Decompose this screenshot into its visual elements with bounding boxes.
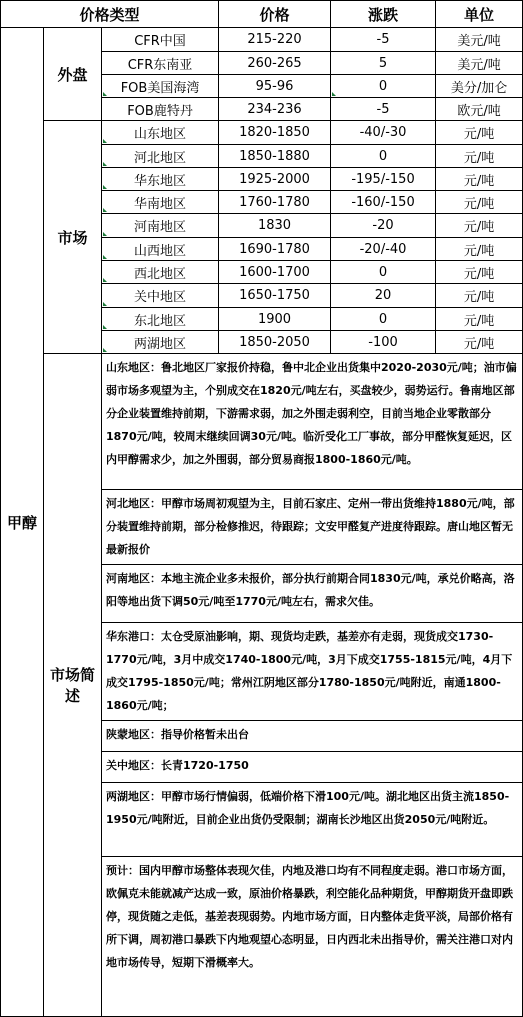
row-price: 1760-1780 [219, 191, 331, 214]
row-price: 1850-2050 [219, 331, 331, 354]
row-change: -100 [331, 331, 436, 354]
row-change: -160/-150 [331, 191, 436, 214]
commentary-guanzhong: 关中地区：长青1720-1750 [102, 752, 523, 783]
row-price: 1830 [219, 214, 331, 238]
row-change: 0 [331, 145, 436, 168]
row-unit: 美元/吨 [436, 52, 523, 75]
row-unit: 元/吨 [436, 308, 523, 331]
commentary-hebei: 河北地区：甲醇市场周初观望为主，目前石家庄、定州一带出货维持1880元/吨，部分装置维持前期，部分检修推迟，待跟踪；文安甲醛复产进度待跟踪。唐山地区暂无最新报价 [102, 490, 523, 565]
header-unit: 单位 [436, 1, 523, 28]
row-change: 20 [331, 284, 436, 308]
row-name: 华东地区 [102, 168, 219, 191]
row-price: 1690-1780 [219, 238, 331, 261]
category-methanol: 甲醇 [1, 28, 44, 1017]
row-name: CFR中国 [102, 28, 219, 52]
row-unit: 元/吨 [436, 331, 523, 354]
row-name: 河北地区 [102, 145, 219, 168]
commentary-shaanxi-mongolia: 陕蒙地区：指导价格暂未出台 [102, 721, 523, 752]
row-unit: 元/吨 [436, 284, 523, 308]
row-unit: 美元/吨 [436, 28, 523, 52]
row-price: 1820-1850 [219, 121, 331, 145]
row-change: -40/-30 [331, 121, 436, 145]
row-change: -5 [331, 28, 436, 52]
row-change: -20 [331, 214, 436, 238]
row-name: 西北地区 [102, 261, 219, 284]
group-market-label: 市场 [44, 121, 102, 354]
row-name: 东北地区 [102, 308, 219, 331]
row-name: 河南地区 [102, 214, 219, 238]
commentary-row [1, 354, 523, 490]
row-price: 1850-1880 [219, 145, 331, 168]
row-unit: 美分/加仑 [436, 75, 523, 98]
row-change: 0 [331, 261, 436, 284]
row-price: 234-236 [219, 98, 331, 121]
row-change: 0 [331, 75, 436, 98]
row-name: 关中地区 [102, 284, 219, 308]
row-name: 山东地区 [102, 121, 219, 145]
row-name: 两湖地区 [102, 331, 219, 354]
row-unit: 欧元/吨 [436, 98, 523, 121]
table-row [1, 121, 523, 145]
row-change: 0 [331, 308, 436, 331]
commentary-shandong: 山东地区：鲁北地区厂家报价持稳，鲁中北企业出货集中2020-2030元/吨；油市偏弱市场多观望为主，个别成交在1820元/吨左右，买盘较少，弱势运行。鲁南地区部分企业装置维持前期，下游需求弱，加之外围走弱利空，目前当地企业零散部分1870元/吨，较周末继续回调30元/吨。临沂受化工厂事故，部分甲醛恢复延迟，区内甲醇需求少，加之外围弱，部分贸易商报1800-1860元/吨。 [102, 354, 523, 490]
row-unit: 元/吨 [436, 214, 523, 238]
row-name: FOB鹿特丹 [102, 98, 219, 121]
header-price: 价格 [219, 1, 331, 28]
row-unit: 元/吨 [436, 145, 523, 168]
group-outer-label: 外盘 [44, 28, 102, 121]
row-unit: 元/吨 [436, 261, 523, 284]
row-name: FOB美国海湾 [102, 75, 219, 98]
commentary-east-china-port: 华东港口：太仓受原油影响，期、现货均走跌，基差亦有走弱，现货成交1730-1770元/吨，3月中成交1740-1800元/吨，3月下成交1755-1815元/吨，4月下成交1795-1850元/吨；常州江阴地区部分1780-1850元/吨附近，南通1800-1860元/吨； [102, 623, 523, 721]
table-row [1, 28, 523, 52]
row-price: 260-265 [219, 52, 331, 75]
row-name: 山西地区 [102, 238, 219, 261]
row-price: 215-220 [219, 28, 331, 52]
row-unit: 元/吨 [436, 238, 523, 261]
row-unit: 元/吨 [436, 121, 523, 145]
header-change: 涨跌 [331, 1, 436, 28]
row-change: -5 [331, 98, 436, 121]
header-row [1, 1, 523, 28]
row-price: 1925-2000 [219, 168, 331, 191]
header-type: 价格类型 [1, 1, 219, 28]
row-unit: 元/吨 [436, 168, 523, 191]
row-price: 95-96 [219, 75, 331, 98]
commentary-henan: 河南地区：本地主流企业多未报价，部分执行前期合同1830元/吨，承兑价略高，洛阳等地出货下调50元/吨至1770元/吨左右，需求欠佳。 [102, 565, 523, 623]
row-change: 5 [331, 52, 436, 75]
commentary-lianghu: 两湖地区：甲醇市场行情偏弱，低端价格下滑100元/吨。湖北地区出货主流1850-1950元/吨附近，目前企业出货仍受限制；湖南长沙地区出货2050元/吨附近。 [102, 783, 523, 857]
commentary-label: 市场简述 [44, 354, 102, 1017]
row-name: CFR东南亚 [102, 52, 219, 75]
row-unit: 元/吨 [436, 191, 523, 214]
row-price: 1600-1700 [219, 261, 331, 284]
row-price: 1900 [219, 308, 331, 331]
row-change: -20/-40 [331, 238, 436, 261]
row-price: 1650-1750 [219, 284, 331, 308]
commentary-forecast: 预计：国内甲醇市场整体表现欠佳，内地及港口均有不同程度走弱。港口市场方面，欧佩克未能就减产达成一致，原油价格暴跌，利空能化品种期货，甲醇期货开盘即跌停，现货随之走低，基差表现弱势。内地市场方面，日内整体走货平淡，局部价格有所下调，周初港口暴跌下内地观望心态明显，日内西北未出指导价，需关注港口对内地市场传导，短期下滑概率大。 [102, 857, 523, 1017]
row-name: 华南地区 [102, 191, 219, 214]
row-change: -195/-150 [331, 168, 436, 191]
